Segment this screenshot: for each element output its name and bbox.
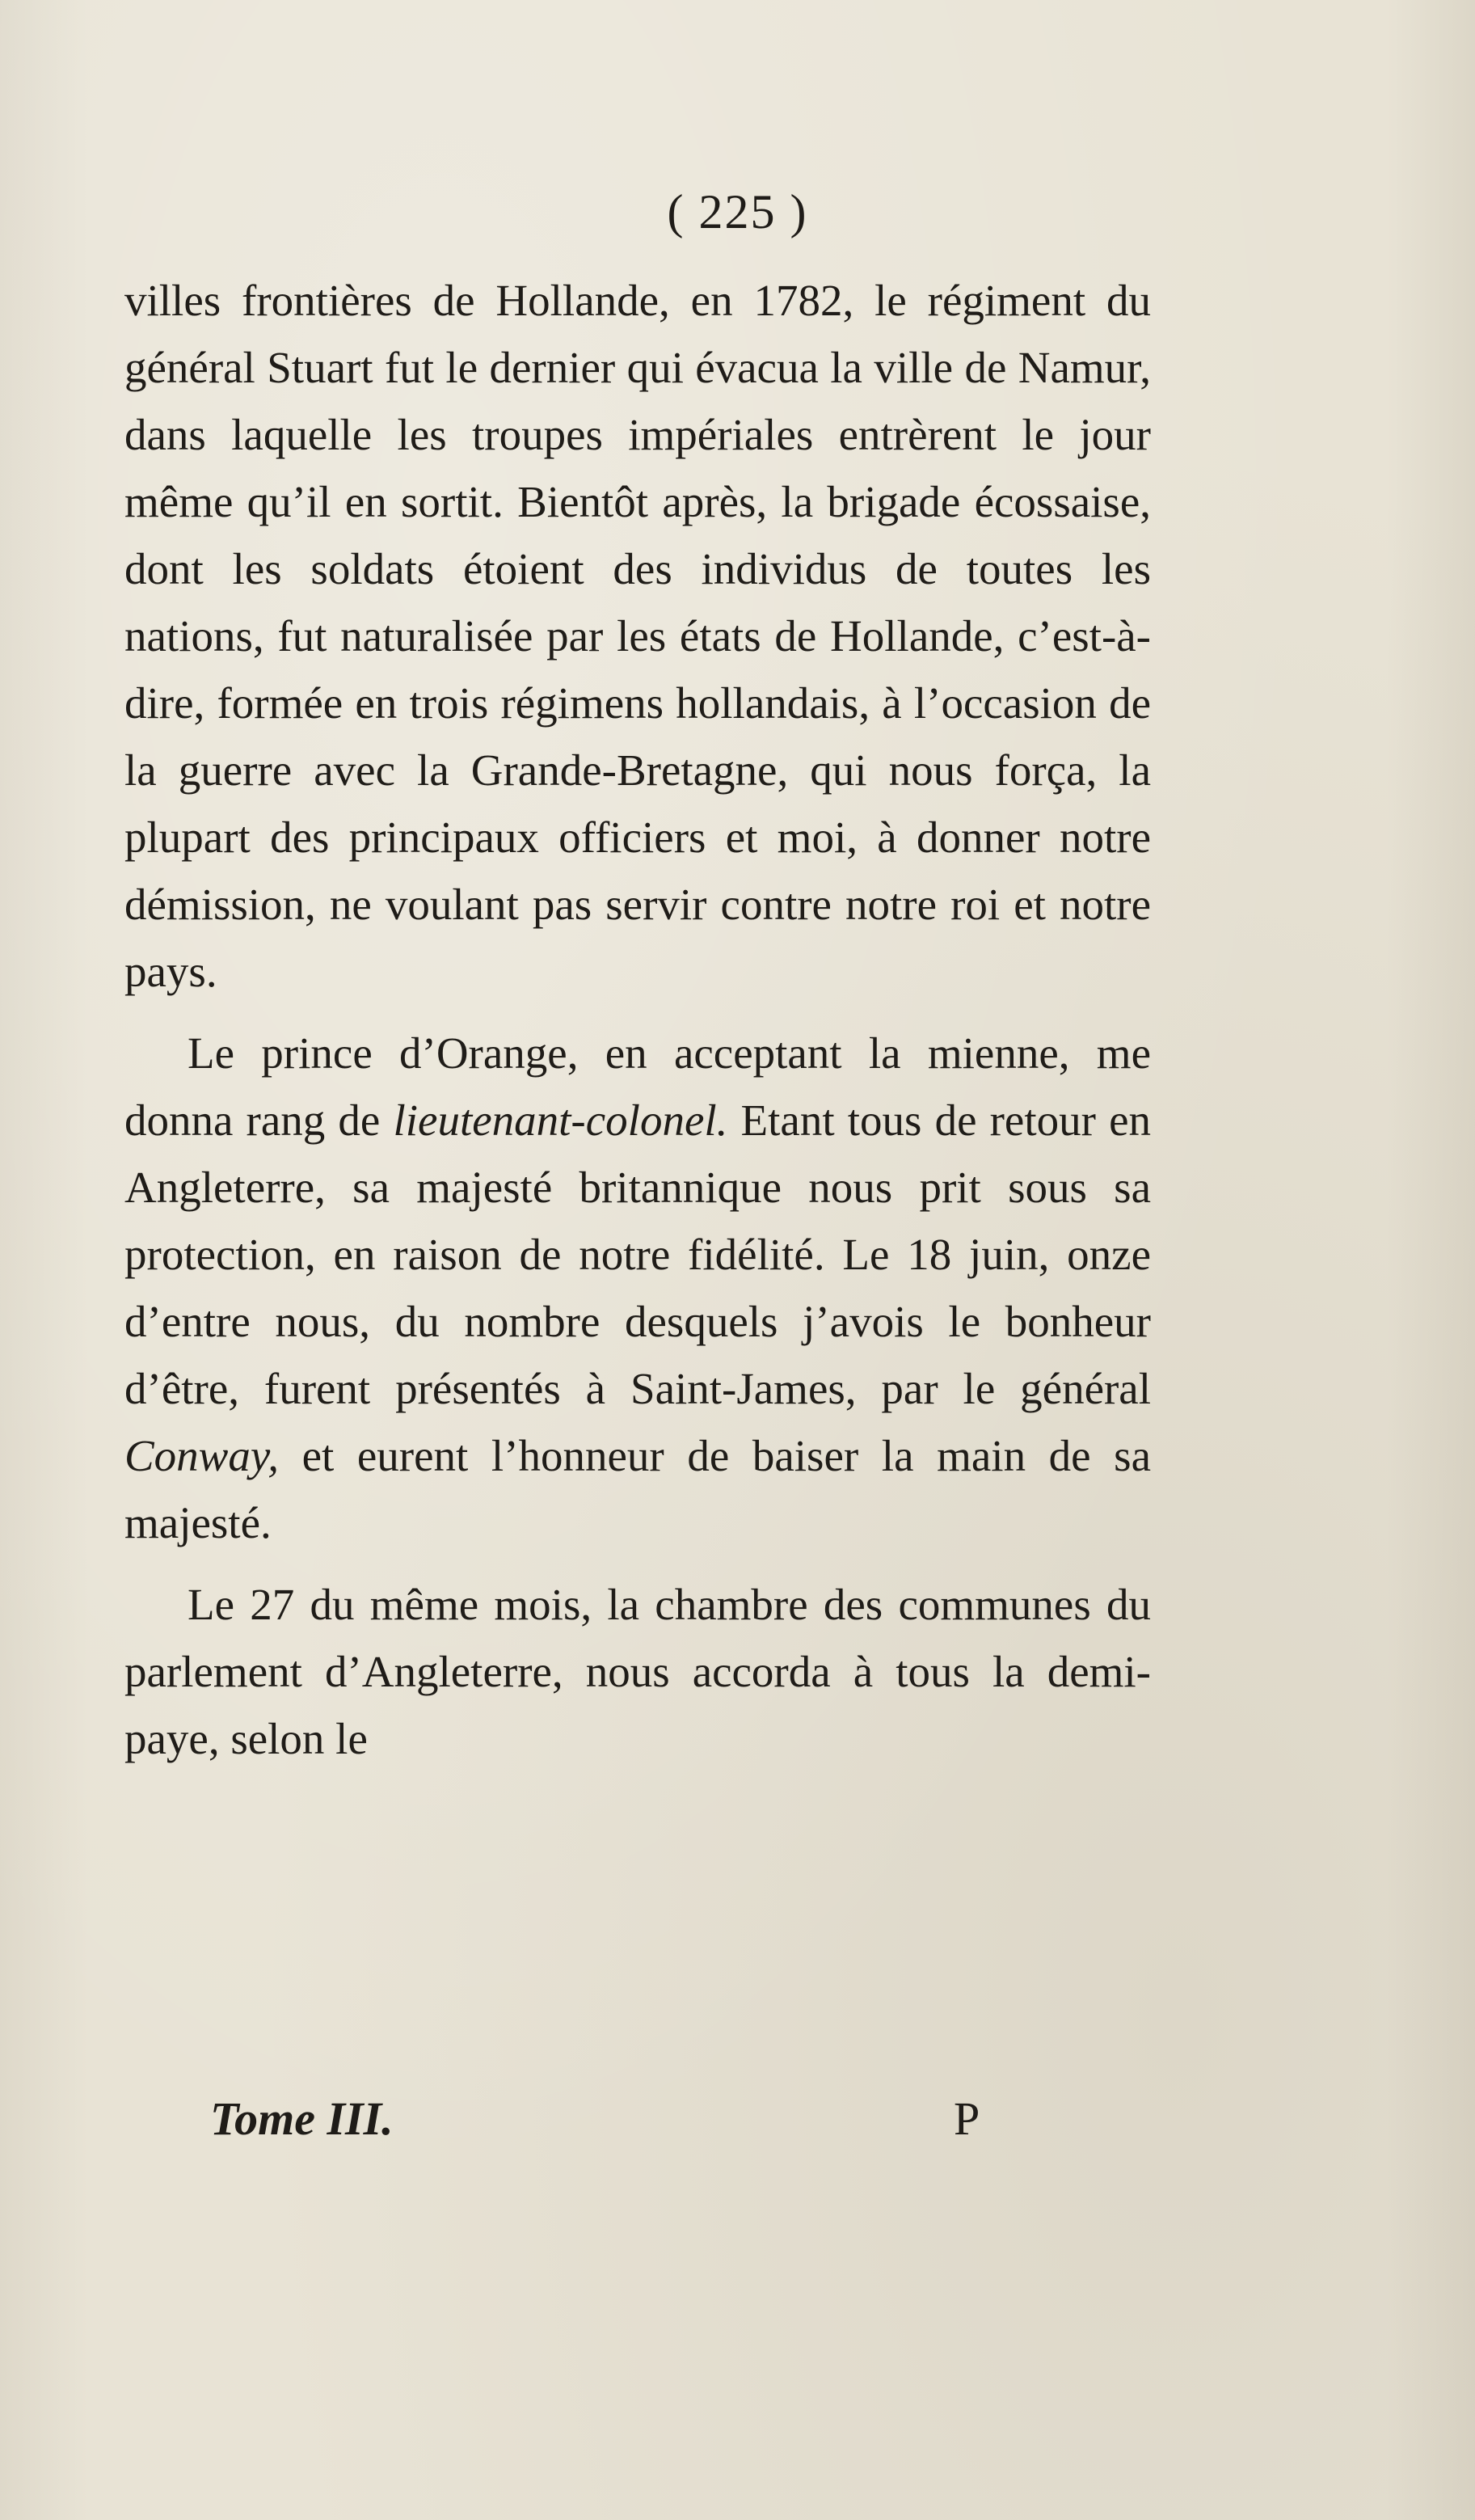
signature-mark: P — [954, 2092, 980, 2145]
volume-label: Tome III. — [210, 2092, 394, 2145]
body-text — [124, 267, 1151, 1772]
paragraph-3 — [124, 1571, 1151, 1772]
rank-title-italic: lieutenant-colonel. — [393, 1095, 728, 1145]
paragraph-2-text-b: Etant tous de retour en Angleterre, sa majesté britannique nous prit sous sa protection, en raison de notre fidélité. Le 18 juin, onze d’entre nous, du nombre desquels j’avois le bonheur d’être, furent présentés à Saint-James, par le général — [124, 1095, 1151, 1413]
paragraph-1 — [124, 267, 1151, 1005]
paragraph-1-text: villes frontières de Hollande, en 1782, le régiment du général Stuart fut le dernier qui évacua la ville de Namur, dans laquelle les troupes impériales entrèrent le jour même qu’il en sortit. Bientôt après, la brigade écossaise, dont les soldats étoient des individus de toutes les nations, fut naturalisée par les états de Hollande, c’est-à-dire, formée en trois régimens hollandais, à l’occasion de la guerre avec la Grande-Bretagne, qui nous força, la plupart des principaux officiers et moi, à donner notre démission, ne voulant pas servir contre notre roi et notre pays. — [124, 276, 1151, 996]
paragraph-2 — [124, 1019, 1151, 1556]
page-number-header: ( 225 ) — [667, 185, 808, 238]
paragraph-3-text: Le 27 du même mois, la chambre des communes du parlement d’Angleterre, nous accorda à tous la demi-paye, selon le — [124, 1580, 1151, 1763]
paragraph-2-text-a: Le prince d’Orange, en acceptant la mienne, me donna rang de — [124, 1028, 1151, 1145]
paragraph-2-text-c: et eurent l’honneur de baiser la main de sa majesté. — [124, 1431, 1151, 1547]
general-name-italic: Conway, — [124, 1431, 279, 1480]
